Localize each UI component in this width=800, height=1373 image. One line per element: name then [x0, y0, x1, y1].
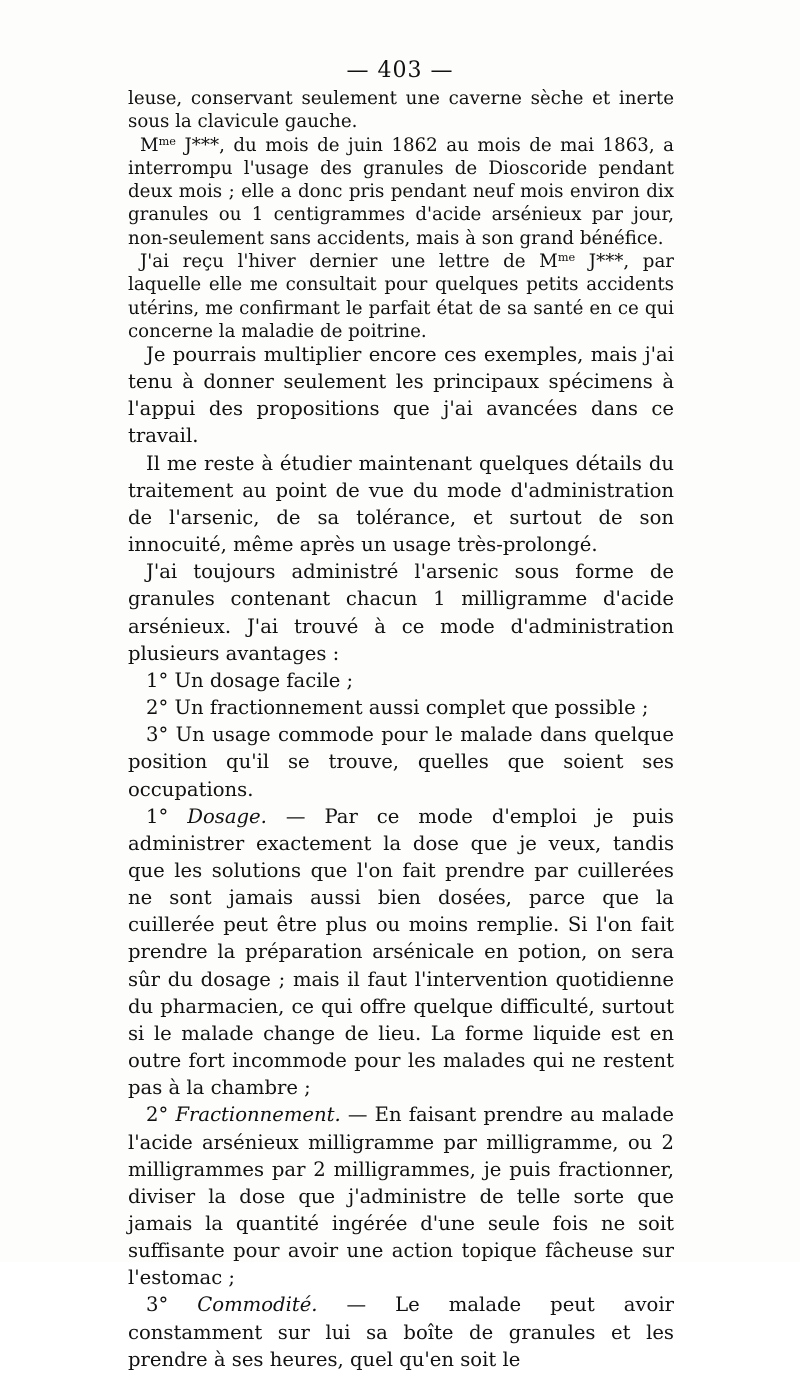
- section-title: Dosage.: [187, 804, 267, 828]
- section-commodite: [128, 1291, 674, 1372]
- paragraph-text: — En faisant prendre au malade l'acide arsénieux milligramme par milligramme, ou 2 milligrammes par 2 milligrammes, je puis fractionner, diviser la dose que j'administre de telle sorte que jamais la quantité ingérée d'une seule fois ne soit suffisante pour avoir une action topique fâcheuse sur l'estomac ;: [128, 1103, 674, 1290]
- main-text: [128, 341, 674, 1373]
- paragraph: Il me reste à étudier maintenant quelques détails du traitement au point de vue du mode d'administration de l'arsenic, de sa tolérance, et surtout de son innocuité, même après un usage très-prolongé.: [128, 451, 674, 557]
- paragraph-text: J***, du mois de juin 1862 au mois de mai 1863, a interrompu l'usage des granules de Dioscoride pendant deux mois ; elle a donc pris pendant neuf mois environ dix granules ou 1 centigrammes d'acide arsénieux par jour, non-seulement sans accidents, mais à son grand bénéfice.: [128, 134, 674, 249]
- paragraph: [128, 134, 674, 250]
- section-title: Fractionnement.: [175, 1103, 341, 1127]
- section-dosage: [128, 803, 674, 1102]
- paragraph: Je pourrais multiplier encore ces exemples, mais j'ai tenu à donner seulement les principaux spécimens à l'appui des propositions que j'ai avancées dans ce travail.: [128, 343, 674, 448]
- paragraph-text: — Par ce mode d'emploi je puis administrer exactement la dose que je veux, tandis que les solutions que l'on fait prendre par cuillerées ne sont jamais aussi bien dosées, parce que la cuillerée peut être plus ou moins remplie. Si l'on fait prendre la préparation arsénicale en potion, on sera sûr du dosage ; mais il faut l'intervention quotidienne du pharmacien, ce qui offre quelque difficulté, surtout si le malade change de lieu. La forme liquide est en outre fort incommode pour les malades qui ne restent pas à la chambre ;: [128, 804, 674, 1100]
- list-item: 2° Un fractionnement aussi complet que possible ;: [146, 696, 649, 720]
- section-number: 2°: [146, 1103, 176, 1127]
- paragraph: leuse, conservant seulement une caverne sèche et inerte sous la clavicule gauche.: [128, 88, 674, 133]
- section-title: Commodité.: [197, 1293, 318, 1317]
- section-number: 3°: [146, 1293, 198, 1317]
- paragraph-text: J***, par laquelle elle me consultait pour quelques petits accidents utérins, me confirmant le parfait état de sa santé en ce qui concerne la maladie de poitrine.: [128, 251, 674, 342]
- paragraph-text: — Le malade peut avoir constamment sur lui sa boîte de granules et les prendre à ses heures, quel qu'en soit le: [128, 1293, 674, 1371]
- page-number: — 403 —: [346, 58, 454, 83]
- paragraph-text: J'ai reçu l'hiver dernier une lettre de M: [140, 251, 558, 273]
- section-fractionnement: [128, 1101, 674, 1291]
- title-superscript: me: [557, 250, 576, 264]
- list-item: 3° Un usage commode pour le malade dans quelque position qu'il se trouve, quelles que soient ses occupations.: [128, 723, 674, 801]
- case-report-text: [128, 87, 674, 343]
- title-abbrev: M: [140, 134, 159, 156]
- list-item: 1° Un dosage facile ;: [146, 668, 354, 692]
- paragraph: [128, 250, 674, 343]
- title-superscript: me: [158, 134, 176, 148]
- section-number: 1°: [146, 804, 188, 828]
- paragraph: J'ai toujours administré l'arsenic sous forme de granules contenant chacun 1 milligramme d'acide arsénieux. J'ai trouvé à ce mode d'administration plusieurs avantages :: [128, 560, 674, 665]
